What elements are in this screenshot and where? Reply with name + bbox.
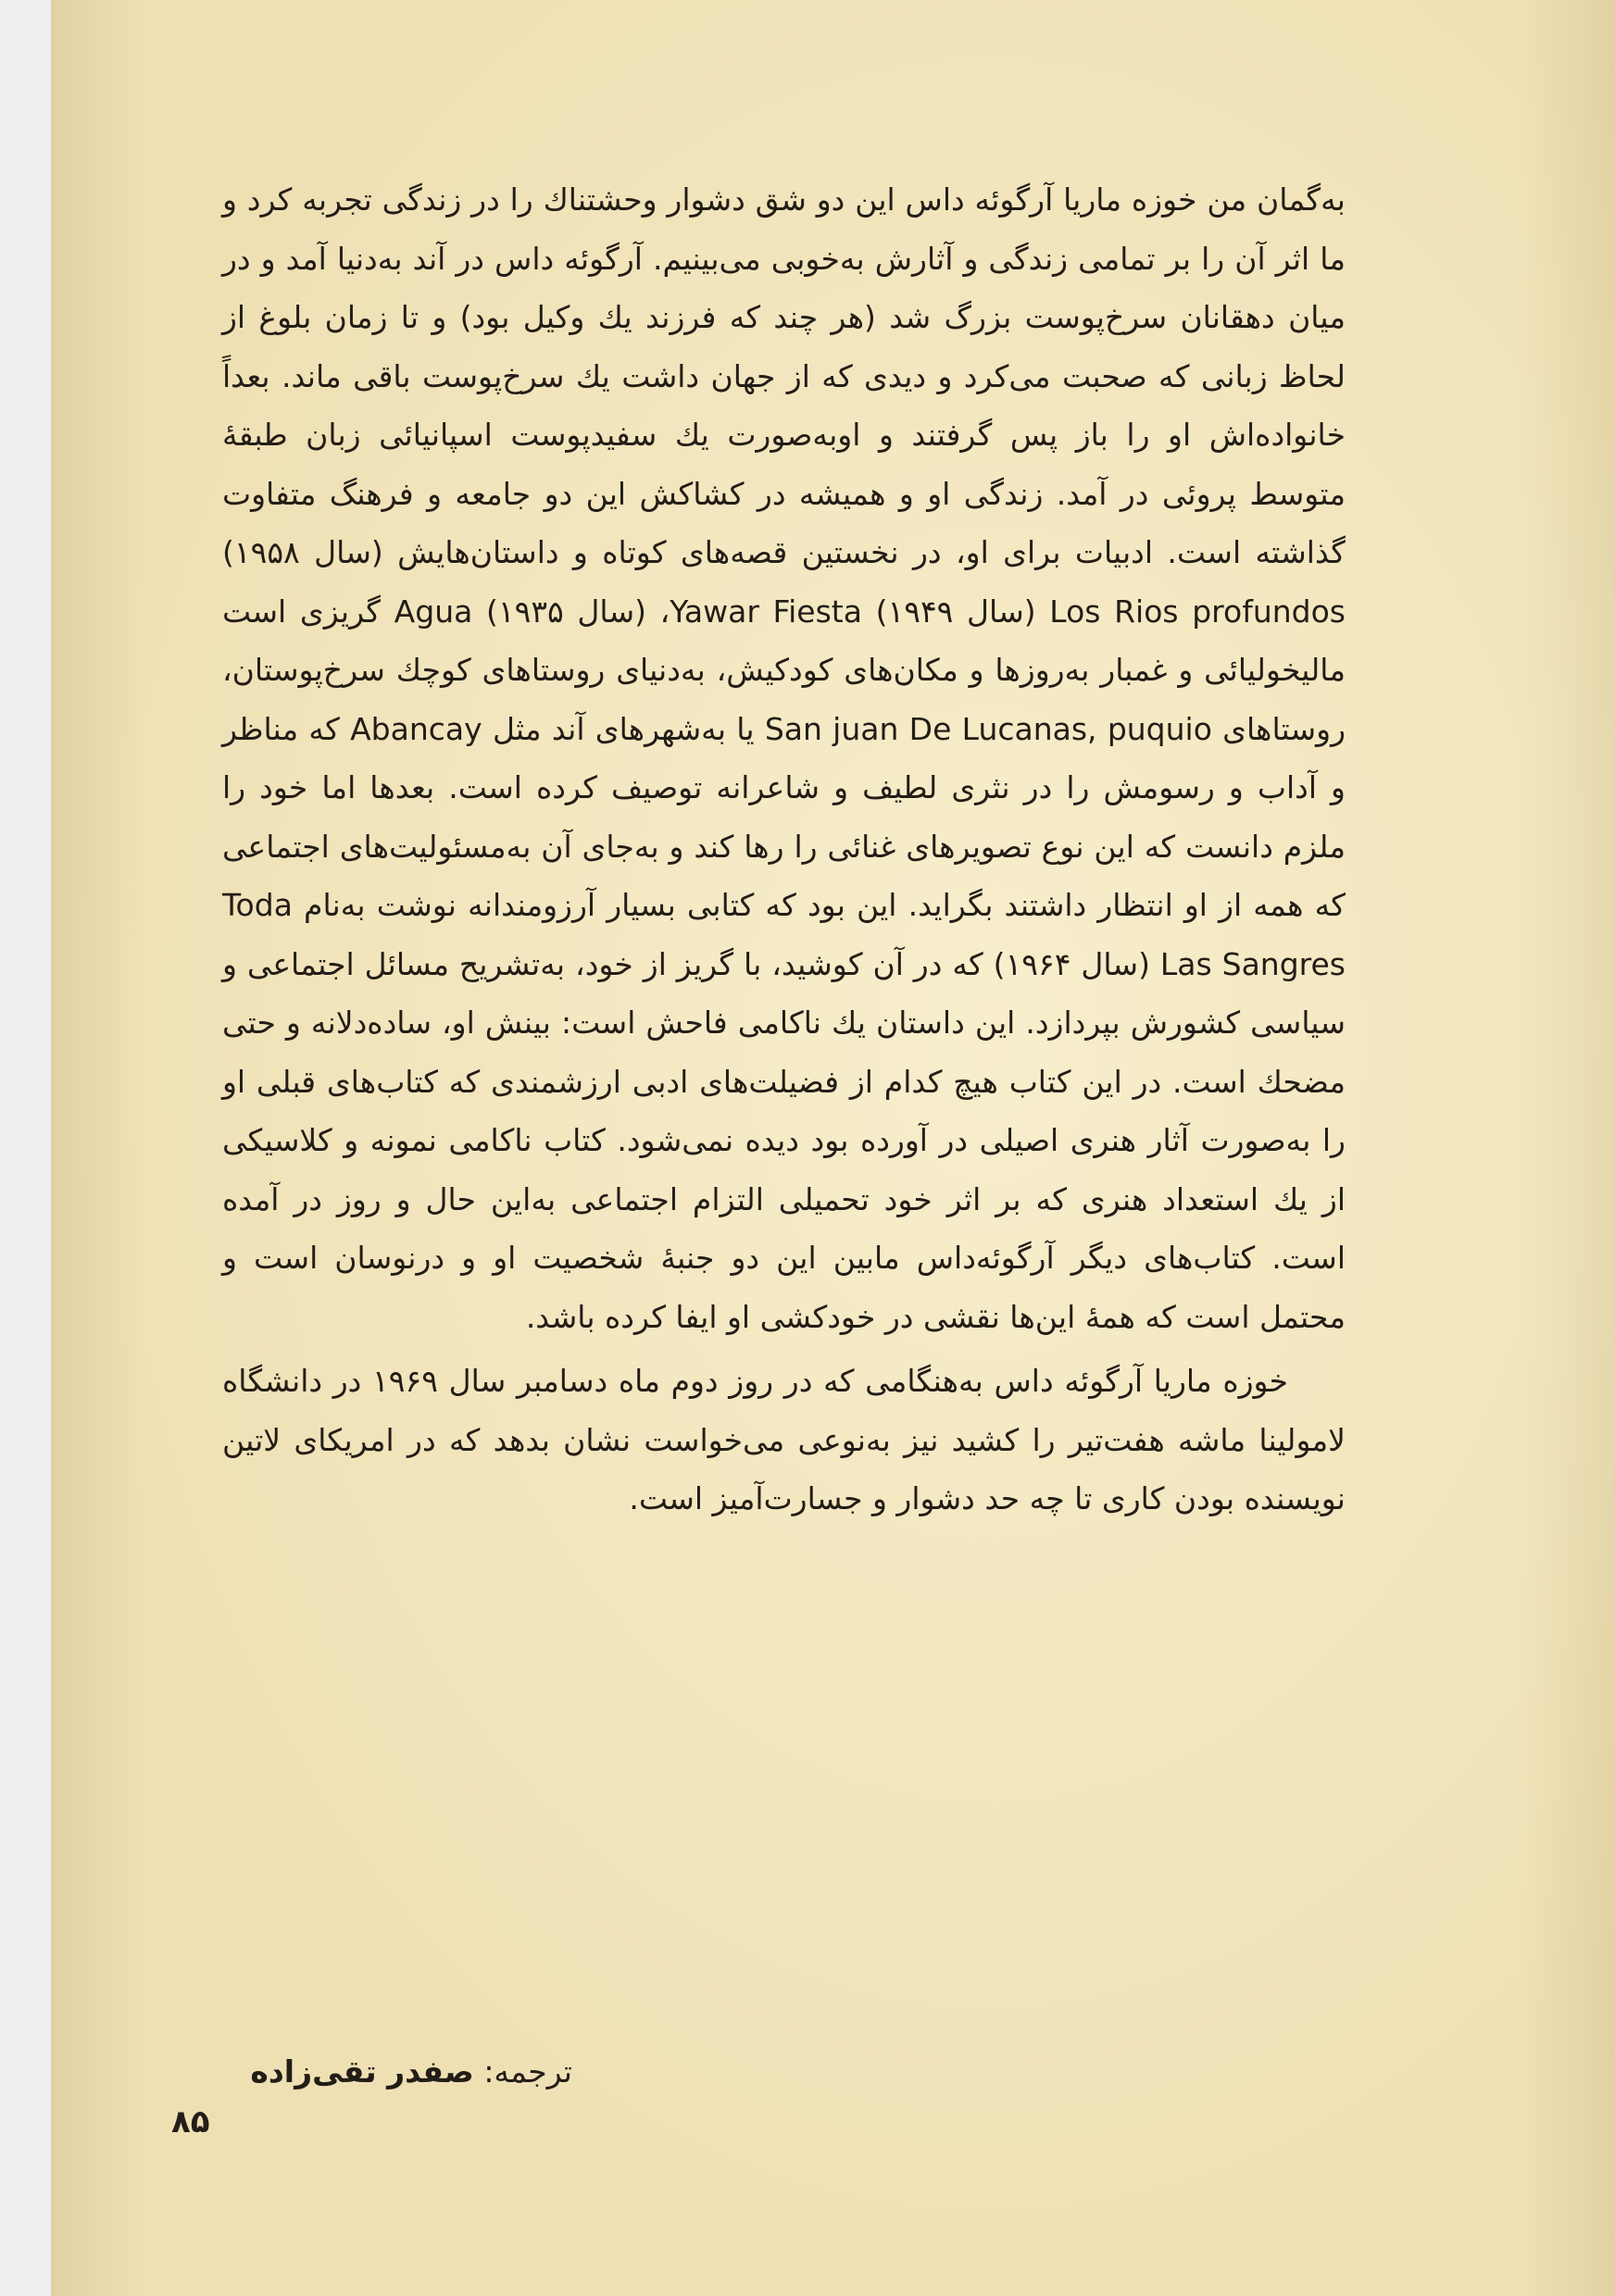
paragraph-2: خوزه ماریا آرگوئه داس به‌هنگامی که در روز دوم ماه دسامبر سال ۱۹۶۹ در دانشگاه لامولینا ماشه هفت‌تیر را کشید نیز به‌نوعی می‌خواست نشان بدهد که در امریکای لاتین نویسنده بودن کاری تا چه حد دشوار و جسارت‌آمیز است.: [222, 1363, 1346, 1516]
page-number: ۸۵: [171, 2103, 210, 2140]
translator-credit: [250, 2053, 572, 2090]
book-page: [51, 0, 1615, 2296]
translator-label: ترجمه:: [483, 2053, 572, 2090]
article-body: [222, 170, 1346, 1529]
translator-name: صفدر تقی‌زاده: [250, 2053, 474, 2090]
paragraph-1: به‌گمان من خوزه ماریا آرگوئه داس این دو شق دشوار وحشتناك را در زندگی تجربه کرد و ما اثر آن را بر تمامی زندگی و آثارش به‌خوبی می‌بینیم. آرگوئه داس در آند به‌دنیا آمد و در میان دهقانان سرخ‌پوست بزرگ شد (هر چند که فرزند یك وکیل بود) و تا زمان بلوغ از لحاظ زبانی که صحبت می‌کرد و دیدی که از جهان داشت یك سرخ‌پوست باقی ماند. بعداً خانواده‌اش او را باز پس گرفتند و اوبه‌صورت یك سفیدپوست اسپانیائی زبان طبقهٔ متوسط پروئی در آمد. زندگی او و همیشه در کشاکش این دو جامعه و فرهنگ متفاوت گذاشته است. ادبیات برای او، در نخستین قصه‌های کوتاه و داستان‌هایش (سال ۱۹۵۸) Los Rios profundos (سال ۱۹۴۹) Yawar Fiesta، (سال ۱۹۳۵) Agua گریزی است مالیخولیائی و غمبار به‌روزها و مکان‌های کودکیش، به‌دنیای روستاهای کوچك سرخ‌پوستان، روستاهای San juan De Lucanas, puquio یا به‌شهرهای آند مثل Abancay که مناظر و آداب و رسومش را در نثری لطیف و شاعرانه توصیف کرده است. بعدها اما خود را ملزم دانست که این نوع تصویرهای غنائی را رها کند و به‌جای آن به‌مسئولیت‌های اجتماعی که همه از او انتظار داشتند بگراید. این بود که کتابی بسیار آرزومندانه نوشت به‌نام Toda Las Sangres (سال ۱۹۶۴) که در آن کوشید، با گریز از خود، به‌تشریح مسائل اجتماعی و سیاسی کشورش بپردازد. این داستان یك ناکامی فاحش است: بینش او، ساده‌دلانه و حتی مضحك است. در این کتاب هیچ کدام از فضیلت‌های ادبی ارزشمندی که کتاب‌های قبلی او را به‌صورت آثار هنری اصیلی در آورده بود دیده نمی‌شود. کتاب ناکامی نمونه و کلاسیکی از یك استعداد هنری که بر اثر خود تحمیلی التزام اجتماعی به‌این حال و روز در آمده است. کتاب‌های دیگر آرگوئه‌داس مابین این دو جنبهٔ شخصیت او و درنوسان است و محتمل است که همهٔ این‌ها نقشی در خودکشی او ایفا کرده باشد.: [222, 181, 1346, 1335]
